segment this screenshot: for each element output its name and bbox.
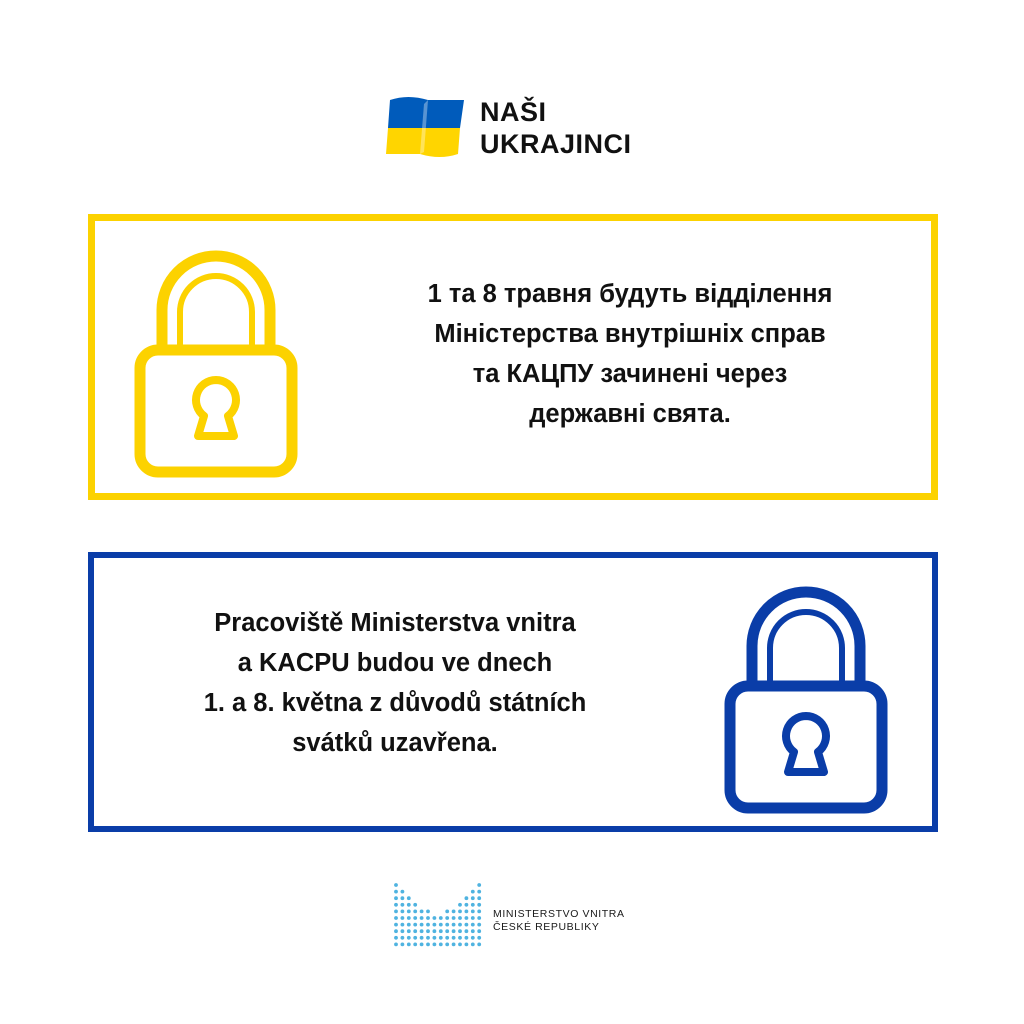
ministry-name	[493, 908, 625, 934]
notice-line: 1. a 8. května z důvodů státních	[203, 689, 587, 717]
brand-line-1: NAŠI	[480, 97, 547, 127]
notice-line: 1 та 8 травня будуть відділення	[427, 280, 833, 308]
notice-line: Pracoviště Ministerstva vnitra	[214, 609, 576, 637]
notice-text-ukrainian	[360, 274, 900, 434]
brand-name	[480, 96, 632, 160]
nasi-ukrajinci-logo	[384, 94, 654, 160]
ministry-line-1: MINISTERSTVO VNITRA	[493, 908, 625, 920]
notice-line: svátků uzavřena.	[292, 729, 498, 757]
lock-icon	[132, 232, 300, 482]
ukraine-flag-icon	[384, 94, 468, 160]
notice-line: a KACPU budou ve dnech	[237, 649, 553, 677]
brand-line-2: UKRAJINCI	[480, 129, 632, 159]
notice-text-czech	[130, 603, 660, 763]
lock-icon	[722, 568, 890, 818]
notice-line: державні свята.	[529, 400, 731, 428]
ministry-dots-icon	[393, 882, 483, 950]
ministry-line-2: ČESKÉ REPUBLIKY	[493, 921, 600, 933]
ministry-logo	[393, 882, 643, 952]
notice-line: та КАЦПУ зачинені через	[472, 360, 788, 388]
notice-line: Міністерства внутрішніх справ	[434, 320, 826, 348]
